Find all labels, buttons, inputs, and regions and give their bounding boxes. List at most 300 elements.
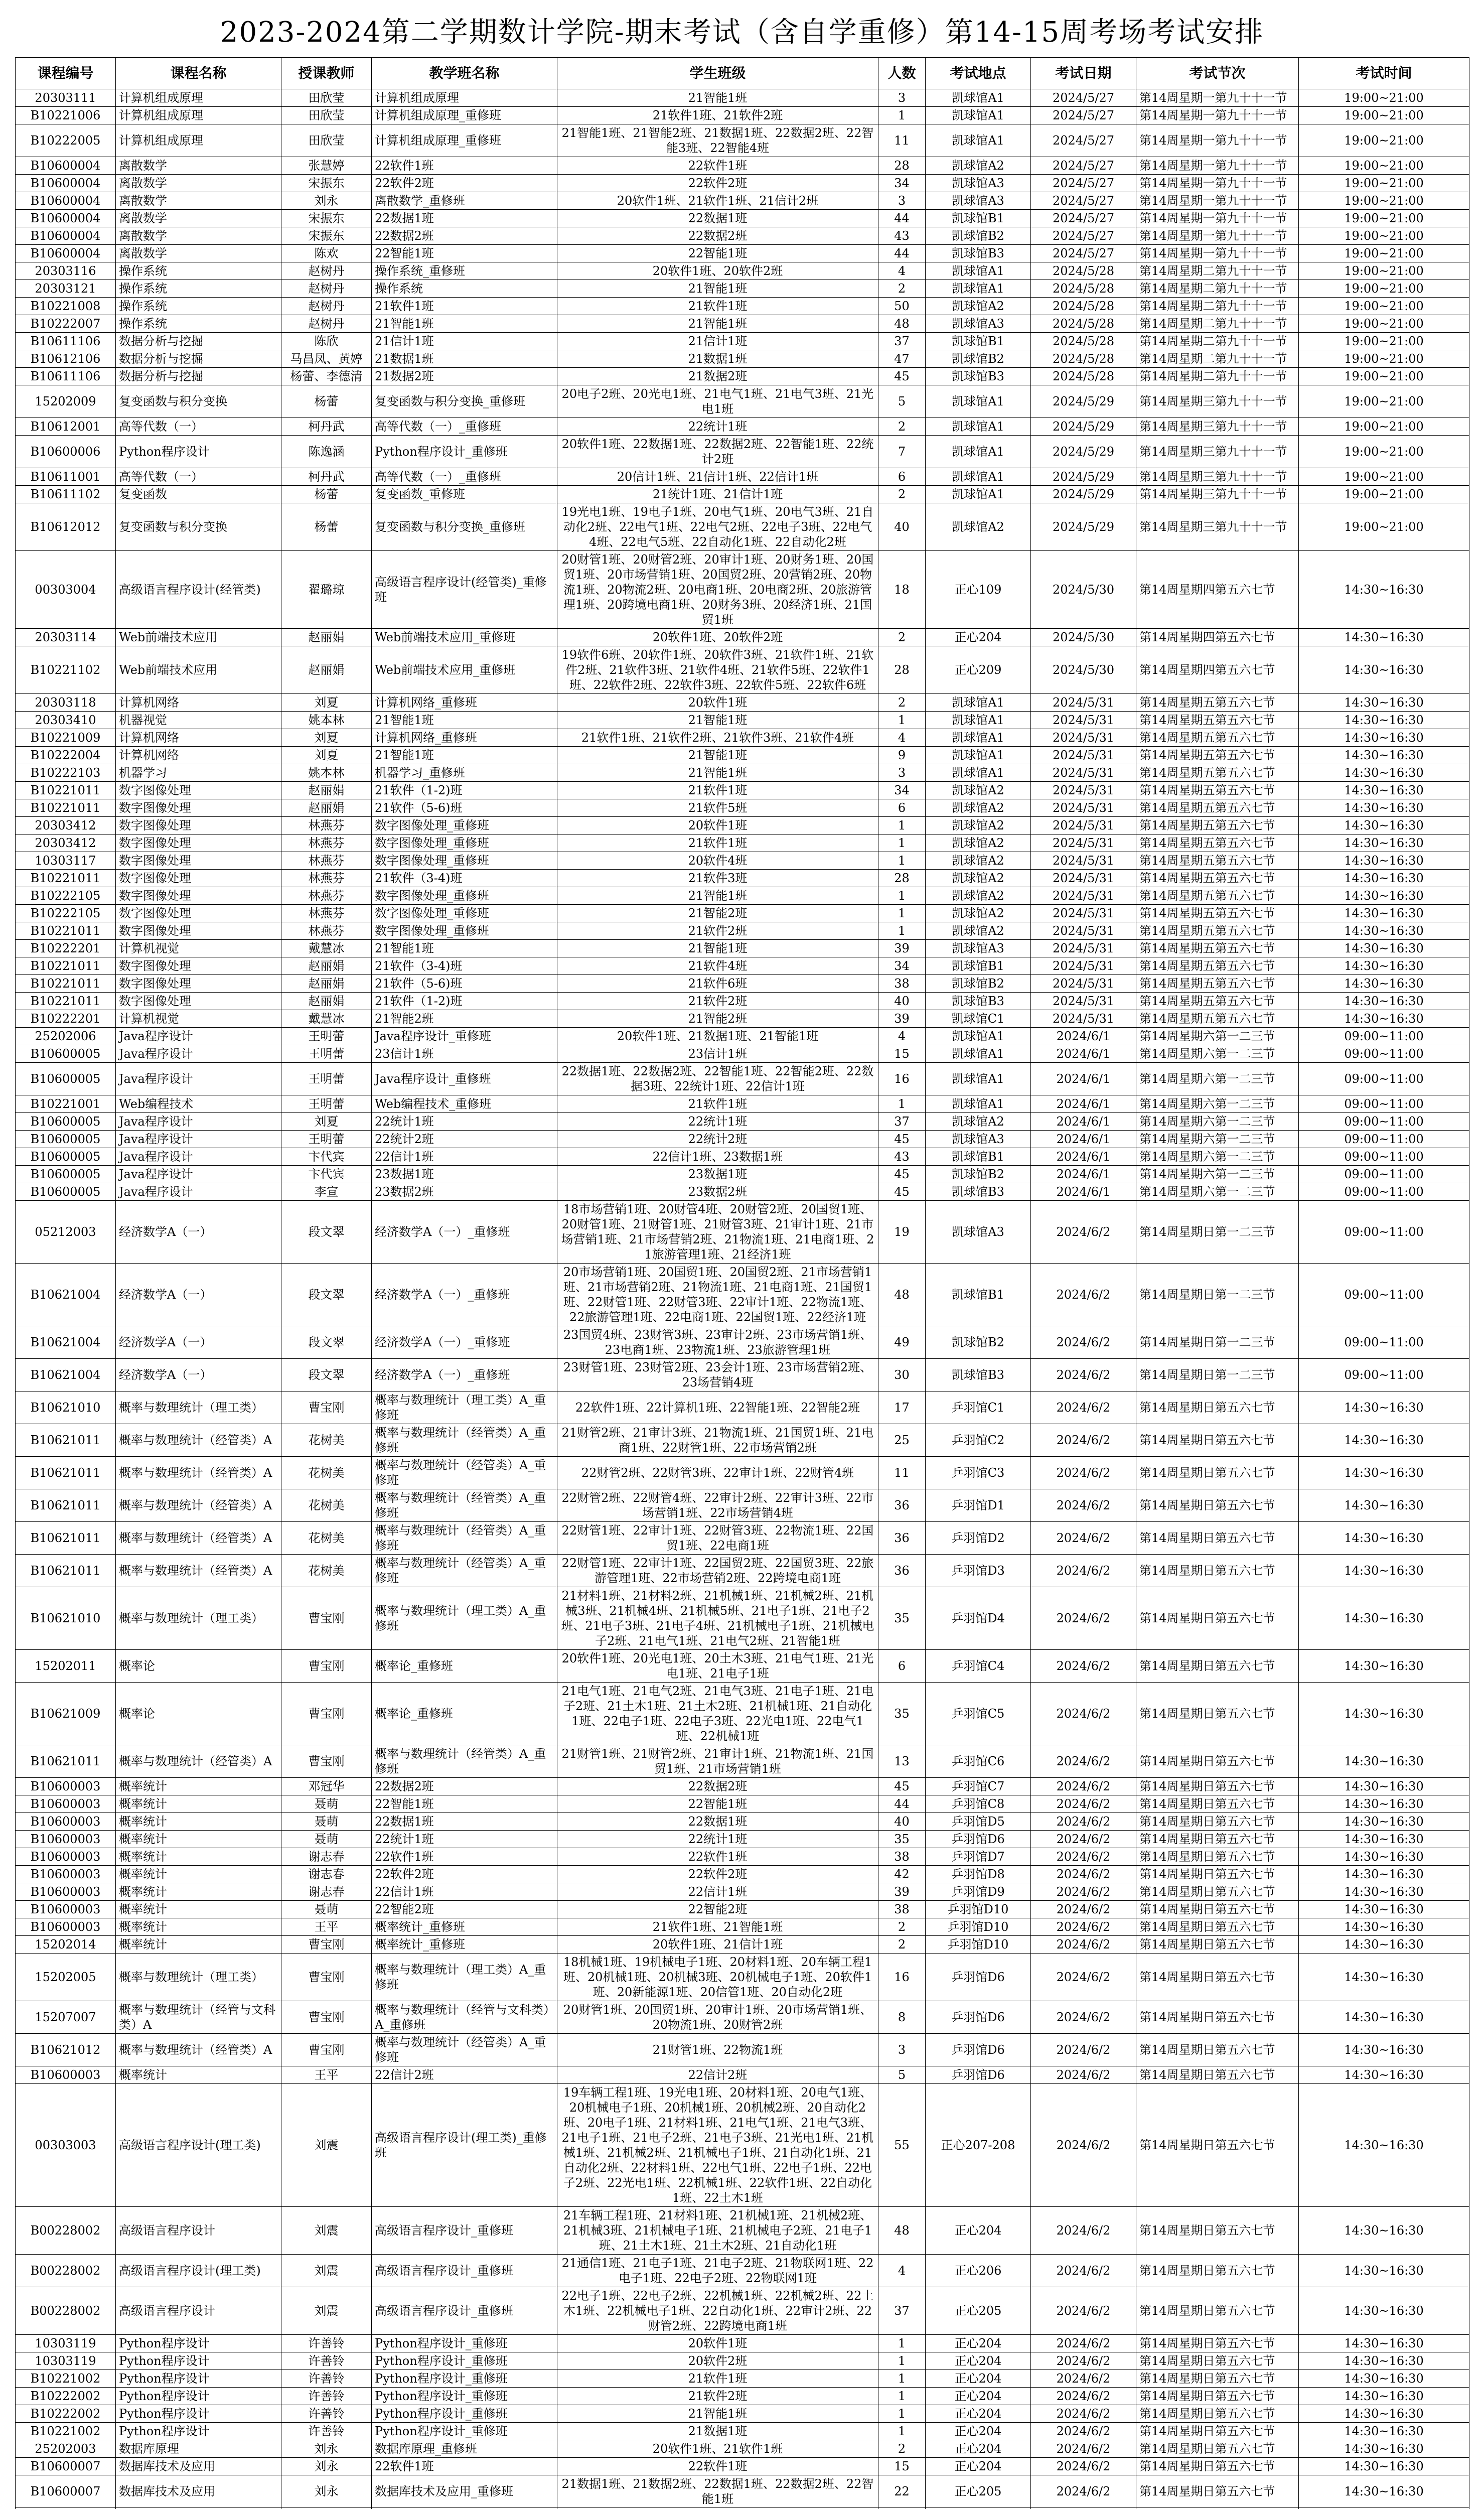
- cell-exam-room: 凯球馆A1: [926, 486, 1031, 503]
- cell-teacher: 林燕芬: [281, 905, 372, 922]
- cell-exam-date: 2024/5/29: [1031, 468, 1136, 486]
- cell-class-name: Java程序设计_重修班: [372, 1063, 557, 1095]
- table-row: [16, 1424, 1469, 1457]
- cell-course-name: Python程序设计: [116, 436, 281, 468]
- cell-course-name: 经济数学A（一）: [116, 1201, 281, 1264]
- cell-teacher: 刘永: [281, 2475, 372, 2508]
- cell-class-name: Python程序设计_重修班: [372, 2405, 557, 2423]
- cell-exam-period: 第14周星期五第五六七节: [1136, 747, 1299, 764]
- cell-class-name: 22软件2班: [372, 175, 557, 192]
- cell-class-name: 概率论_重修班: [372, 1650, 557, 1683]
- cell-class-name: 复变函数与积分变换_重修班: [372, 385, 557, 418]
- cell-exam-time: 19:00~21:00: [1299, 227, 1469, 245]
- cell-exam-time: 14:30~16:30: [1299, 1831, 1469, 1848]
- cell-exam-room: 正心206: [926, 2255, 1031, 2287]
- cell-student-classes: 21软件6班: [557, 975, 878, 993]
- cell-count: 8: [878, 2001, 926, 2034]
- cell-teacher: 陈逸涵: [281, 436, 372, 468]
- cell-count: 40: [878, 993, 926, 1010]
- table-row: [16, 922, 1469, 940]
- cell-course-name: 复变函数: [116, 486, 281, 503]
- cell-class-name: Web编程技术_重修班: [372, 1095, 557, 1113]
- table-row: [16, 1778, 1469, 1795]
- cell-exam-date: 2024/5/29: [1031, 385, 1136, 418]
- cell-exam-room: 凯球馆A3: [926, 1201, 1031, 1264]
- cell-exam-date: 2024/5/29: [1031, 418, 1136, 436]
- table-row: [16, 694, 1469, 712]
- cell-student-classes: 20软件1班: [557, 2335, 878, 2352]
- cell-teacher: 刘震: [281, 2207, 372, 2255]
- cell-exam-room: 凯球馆A1: [926, 1095, 1031, 1113]
- cell-exam-time: 14:30~16:30: [1299, 1745, 1469, 1778]
- cell-course-code: B10600004: [16, 175, 116, 192]
- cell-exam-room: 乒羽馆D10: [926, 1901, 1031, 1918]
- cell-count: 45: [878, 368, 926, 385]
- cell-teacher: 王明蕾: [281, 1028, 372, 1045]
- cell-exam-time: 09:00~11:00: [1299, 1264, 1469, 1326]
- cell-exam-date: 2024/5/29: [1031, 486, 1136, 503]
- cell-class-name: 21软件（1-2)班: [372, 993, 557, 1010]
- cell-exam-time: 14:30~16:30: [1299, 2475, 1469, 2508]
- cell-count: 38: [878, 975, 926, 993]
- cell-course-name: 离散数学: [116, 210, 281, 227]
- cell-course-code: B10611106: [16, 333, 116, 350]
- cell-class-name: 数据库原理_重修班: [372, 2440, 557, 2458]
- cell-course-code: 10303119: [16, 2335, 116, 2352]
- cell-exam-time: 19:00~21:00: [1299, 486, 1469, 503]
- cell-exam-time: 19:00~21:00: [1299, 89, 1469, 107]
- cell-exam-room: 凯球馆A2: [926, 852, 1031, 870]
- cell-course-code: B10600005: [16, 1045, 116, 1063]
- cell-count: 36: [878, 1555, 926, 1587]
- cell-exam-room: 凯球馆B3: [926, 993, 1031, 1010]
- cell-class-name: Web前端技术应用_重修班: [372, 629, 557, 646]
- cell-exam-room: 凯球馆A1: [926, 124, 1031, 157]
- cell-course-code: B10600005: [16, 1063, 116, 1095]
- exam-schedule-table: [15, 57, 1469, 2509]
- cell-student-classes: 21智能2班: [557, 1010, 878, 1028]
- cell-exam-date: 2024/5/28: [1031, 315, 1136, 333]
- cell-teacher: 赵丽娟: [281, 975, 372, 993]
- cell-exam-room: 乒羽馆D2: [926, 1522, 1031, 1555]
- cell-course-code: B10611102: [16, 486, 116, 503]
- cell-exam-date: 2024/6/2: [1031, 2458, 1136, 2475]
- cell-exam-period: 第14周星期日第五六七节: [1136, 1489, 1299, 1522]
- cell-exam-room: 乒羽馆D8: [926, 1866, 1031, 1883]
- cell-exam-period: 第14周星期五第五六七节: [1136, 712, 1299, 729]
- cell-exam-period: 第14周星期日第五六七节: [1136, 1795, 1299, 1813]
- cell-exam-time: 14:30~16:30: [1299, 940, 1469, 957]
- cell-exam-room: 凯球馆A2: [926, 905, 1031, 922]
- cell-exam-period: 第14周星期日第五六七节: [1136, 1778, 1299, 1795]
- cell-course-name: 数字图像处理: [116, 799, 281, 817]
- cell-course-code: B10612001: [16, 418, 116, 436]
- cell-exam-time: 19:00~21:00: [1299, 385, 1469, 418]
- cell-class-name: Python程序设计_重修班: [372, 2370, 557, 2388]
- cell-exam-date: 2024/6/2: [1031, 2405, 1136, 2423]
- table-row: [16, 280, 1469, 298]
- cell-student-classes: 20财管1班、20国贸1班、20审计1班、20市场营销1班、20物流1班、20财管2班: [557, 2001, 878, 2034]
- cell-course-code: B10221011: [16, 957, 116, 975]
- cell-teacher: 聂萌: [281, 1901, 372, 1918]
- cell-teacher: 戴慧冰: [281, 940, 372, 957]
- cell-exam-room: 乒羽馆D5: [926, 1813, 1031, 1831]
- cell-exam-date: 2024/5/31: [1031, 729, 1136, 747]
- table-row: [16, 2066, 1469, 2084]
- cell-count: 25: [878, 1424, 926, 1457]
- cell-student-classes: 21智能1班: [557, 315, 878, 333]
- cell-course-name: 数字图像处理: [116, 957, 281, 975]
- cell-teacher: 田欣莹: [281, 107, 372, 124]
- cell-exam-period: 第14周星期日第五六七节: [1136, 2255, 1299, 2287]
- cell-course-name: 高等代数（一）: [116, 418, 281, 436]
- cell-course-name: 计算机组成原理: [116, 124, 281, 157]
- cell-count: 6: [878, 468, 926, 486]
- cell-teacher: 刘夏: [281, 729, 372, 747]
- cell-course-code: B10221011: [16, 993, 116, 1010]
- cell-count: 28: [878, 870, 926, 887]
- cell-exam-room: 正心204: [926, 629, 1031, 646]
- cell-class-name: 计算机组成原理_重修班: [372, 124, 557, 157]
- cell-teacher: 田欣莹: [281, 124, 372, 157]
- cell-class-name: Python程序设计_重修班: [372, 436, 557, 468]
- cell-course-code: B10222201: [16, 940, 116, 957]
- table-row: [16, 1113, 1469, 1131]
- cell-teacher: 段文翠: [281, 1264, 372, 1326]
- cell-student-classes: 20软件1班、21软件1班: [557, 2440, 878, 2458]
- cell-course-code: B10600007: [16, 2458, 116, 2475]
- cell-exam-time: 19:00~21:00: [1299, 333, 1469, 350]
- cell-count: 48: [878, 2207, 926, 2255]
- cell-exam-room: 凯球馆A1: [926, 107, 1031, 124]
- cell-exam-date: 2024/6/2: [1031, 1555, 1136, 1587]
- cell-teacher: 王明蕾: [281, 1095, 372, 1113]
- cell-class-name: 22智能2班: [372, 1901, 557, 1918]
- cell-count: 49: [878, 1326, 926, 1359]
- cell-class-name: Web前端技术应用_重修班: [372, 646, 557, 694]
- cell-exam-time: 19:00~21:00: [1299, 436, 1469, 468]
- cell-exam-date: 2024/5/31: [1031, 712, 1136, 729]
- cell-exam-room: 正心209: [926, 646, 1031, 694]
- cell-exam-period: 第14周星期日第五六七节: [1136, 2440, 1299, 2458]
- cell-class-name: 22软件2班: [372, 1866, 557, 1883]
- cell-exam-room: 凯球馆A2: [926, 782, 1031, 799]
- cell-course-code: 20303111: [16, 89, 116, 107]
- cell-exam-date: 2024/5/27: [1031, 157, 1136, 175]
- cell-count: 1: [878, 107, 926, 124]
- cell-count: 48: [878, 1264, 926, 1326]
- cell-student-classes: 22信计1班: [557, 1883, 878, 1901]
- cell-course-code: B10221011: [16, 870, 116, 887]
- cell-exam-date: 2024/5/28: [1031, 333, 1136, 350]
- cell-course-name: 概率与数理统计（理工类）: [116, 1954, 281, 2001]
- cell-course-name: 数字图像处理: [116, 870, 281, 887]
- cell-exam-room: 凯球馆A1: [926, 764, 1031, 782]
- cell-exam-date: 2024/6/2: [1031, 1831, 1136, 1848]
- cell-exam-time: 19:00~21:00: [1299, 368, 1469, 385]
- table-row: [16, 1489, 1469, 1522]
- cell-exam-period: 第14周星期五第五六七节: [1136, 975, 1299, 993]
- cell-exam-date: 2024/6/2: [1031, 1201, 1136, 1264]
- cell-course-code: B10621011: [16, 1522, 116, 1555]
- table-row: [16, 1831, 1469, 1848]
- cell-teacher: 段文翠: [281, 1201, 372, 1264]
- cell-course-code: B10621004: [16, 1326, 116, 1359]
- cell-class-name: 概率与数理统计（经管类）A_重修班: [372, 1522, 557, 1555]
- cell-class-name: 计算机网络_重修班: [372, 729, 557, 747]
- cell-course-code: B10222201: [16, 1010, 116, 1028]
- cell-exam-time: 14:30~16:30: [1299, 905, 1469, 922]
- cell-count: 50: [878, 298, 926, 315]
- cell-teacher: 段文翠: [281, 1326, 372, 1359]
- cell-student-classes: 21软件1班: [557, 834, 878, 852]
- cell-teacher: 赵树丹: [281, 315, 372, 333]
- cell-course-code: B10600004: [16, 192, 116, 210]
- cell-exam-date: 2024/6/1: [1031, 1183, 1136, 1201]
- cell-exam-date: 2024/6/2: [1031, 1813, 1136, 1831]
- cell-teacher: 刘震: [281, 2255, 372, 2287]
- cell-exam-room: 凯球馆B3: [926, 1183, 1031, 1201]
- cell-teacher: 杨蕾、李德清: [281, 368, 372, 385]
- table-row: [16, 1095, 1469, 1113]
- cell-teacher: 刘震: [281, 2084, 372, 2207]
- cell-teacher: 王平: [281, 1918, 372, 1936]
- cell-class-name: 概率与数理统计（经管类）A_重修班: [372, 1457, 557, 1489]
- cell-student-classes: 20软件1班、21软件1班、21信计2班: [557, 192, 878, 210]
- cell-course-name: 概率与数理统计（经管类）A: [116, 1745, 281, 1778]
- cell-course-name: Python程序设计: [116, 2352, 281, 2370]
- cell-course-name: 数字图像处理: [116, 887, 281, 905]
- cell-exam-time: 19:00~21:00: [1299, 157, 1469, 175]
- cell-class-name: 数字图像处理_重修班: [372, 852, 557, 870]
- cell-student-classes: 22信计2班: [557, 2066, 878, 2084]
- cell-course-code: B10621010: [16, 1587, 116, 1650]
- cell-exam-time: 14:30~16:30: [1299, 1650, 1469, 1683]
- cell-teacher: 花树美: [281, 1522, 372, 1555]
- cell-class-name: 高等代数（一）_重修班: [372, 418, 557, 436]
- cell-course-name: 高级语言程序设计(理工类): [116, 2084, 281, 2207]
- table-row: [16, 747, 1469, 764]
- table-row: [16, 468, 1469, 486]
- table-row: [16, 1522, 1469, 1555]
- cell-exam-time: 14:30~16:30: [1299, 2388, 1469, 2405]
- cell-course-code: B10621011: [16, 1457, 116, 1489]
- cell-course-name: 概率统计: [116, 1918, 281, 1936]
- cell-teacher: 李宣: [281, 1183, 372, 1201]
- cell-class-name: 计算机组成原理_重修班: [372, 107, 557, 124]
- cell-exam-date: 2024/5/31: [1031, 905, 1136, 922]
- cell-exam-date: 2024/5/28: [1031, 350, 1136, 368]
- cell-course-code: B10221009: [16, 729, 116, 747]
- cell-course-name: 数据库技术及应用: [116, 2475, 281, 2508]
- cell-count: 40: [878, 1813, 926, 1831]
- cell-teacher: 许善铃: [281, 2352, 372, 2370]
- cell-exam-room: 凯球馆A2: [926, 157, 1031, 175]
- cell-course-name: 高级语言程序设计: [116, 2207, 281, 2255]
- table-row: [16, 245, 1469, 262]
- cell-course-name: 数字图像处理: [116, 782, 281, 799]
- cell-exam-date: 2024/6/2: [1031, 2287, 1136, 2335]
- cell-exam-period: 第14周星期日第五六七节: [1136, 1936, 1299, 1954]
- cell-course-code: B10612012: [16, 503, 116, 551]
- table-row: [16, 503, 1469, 551]
- cell-course-name: 经济数学A（一）: [116, 1359, 281, 1391]
- cell-course-name: 数据分析与挖掘: [116, 333, 281, 350]
- cell-student-classes: 21智能1班、21智能2班、21数据1班、22数据2班、22智能3班、22智能4班: [557, 124, 878, 157]
- cell-course-code: 20303116: [16, 262, 116, 280]
- cell-course-name: 计算机视觉: [116, 940, 281, 957]
- cell-exam-room: 乒羽馆D6: [926, 1831, 1031, 1848]
- cell-exam-room: 凯球馆B2: [926, 1326, 1031, 1359]
- cell-exam-period: 第14周星期日第五六七节: [1136, 1683, 1299, 1745]
- cell-student-classes: 23信计1班: [557, 1045, 878, 1063]
- cell-teacher: 刘震: [281, 2287, 372, 2335]
- cell-class-name: 概率统计_重修班: [372, 1918, 557, 1936]
- cell-class-name: 22统计1班: [372, 1831, 557, 1848]
- table-row: [16, 2405, 1469, 2423]
- cell-course-name: 概率统计: [116, 1866, 281, 1883]
- cell-exam-time: 09:00~11:00: [1299, 1166, 1469, 1183]
- cell-student-classes: 21财管2班、21审计3班、21物流1班、21国贸1班、21电商1班、22财管1班、22市场营销2班: [557, 1424, 878, 1457]
- cell-teacher: 刘永: [281, 192, 372, 210]
- cell-course-name: 数字图像处理: [116, 905, 281, 922]
- cell-exam-room: 凯球馆A1: [926, 385, 1031, 418]
- table-row: [16, 1201, 1469, 1264]
- cell-student-classes: 21智能1班: [557, 940, 878, 957]
- cell-exam-period: 第14周星期日第五六七节: [1136, 2335, 1299, 2352]
- cell-course-name: 概率统计: [116, 1795, 281, 1813]
- cell-class-name: 21软件（3-4)班: [372, 870, 557, 887]
- cell-count: 6: [878, 799, 926, 817]
- cell-exam-period: 第14周星期四第五六七节: [1136, 551, 1299, 629]
- cell-student-classes: 22财管1班、22审计1班、22国贸2班、22国贸3班、22旅游管理1班、22市场营销2班、22跨境电商1班: [557, 1555, 878, 1587]
- cell-course-code: 10303117: [16, 852, 116, 870]
- cell-count: 11: [878, 124, 926, 157]
- cell-count: 16: [878, 1954, 926, 2001]
- cell-class-name: 复变函数_重修班: [372, 486, 557, 503]
- cell-exam-room: 正心204: [926, 2352, 1031, 2370]
- cell-exam-time: 14:30~16:30: [1299, 2001, 1469, 2034]
- cell-student-classes: 22电子1班、22电子2班、22机械1班、22机械2班、22土木1班、22机械电子1班、22自动化1班、22审计2班、22财管2班、22跨境电商1班: [557, 2287, 878, 2335]
- cell-student-classes: 21智能2班: [557, 905, 878, 922]
- cell-class-name: 计算机组成原理: [372, 89, 557, 107]
- cell-class-name: 21智能1班: [372, 315, 557, 333]
- table-row: [16, 2001, 1469, 2034]
- cell-class-name: 概率与数理统计（经管类）A_重修班: [372, 2034, 557, 2066]
- cell-student-classes: 20软件1班、22数据1班、22数据2班、22智能1班、22统计2班: [557, 436, 878, 468]
- cell-exam-period: 第14周星期一第九十十一节: [1136, 89, 1299, 107]
- cell-teacher: 刘夏: [281, 747, 372, 764]
- cell-exam-date: 2024/5/31: [1031, 817, 1136, 834]
- cell-class-name: 机器学习_重修班: [372, 764, 557, 782]
- cell-count: 1: [878, 2335, 926, 2352]
- cell-exam-period: 第14周星期五第五六七节: [1136, 957, 1299, 975]
- cell-course-name: 概率与数理统计（经管类）A: [116, 1457, 281, 1489]
- cell-exam-date: 2024/6/2: [1031, 2388, 1136, 2405]
- cell-course-code: B00228002: [16, 2287, 116, 2335]
- cell-exam-time: 14:30~16:30: [1299, 993, 1469, 1010]
- cell-exam-period: 第14周星期五第五六七节: [1136, 764, 1299, 782]
- cell-teacher: 陈欢: [281, 245, 372, 262]
- cell-student-classes: 21智能1班: [557, 712, 878, 729]
- cell-count: 45: [878, 1183, 926, 1201]
- table-row: [16, 124, 1469, 157]
- cell-exam-time: 14:30~16:30: [1299, 852, 1469, 870]
- cell-count: 9: [878, 747, 926, 764]
- cell-exam-date: 2024/6/2: [1031, 2352, 1136, 2370]
- cell-course-code: 20303121: [16, 280, 116, 298]
- cell-class-name: 22数据1班: [372, 1813, 557, 1831]
- cell-course-name: 经济数学A（一）: [116, 1326, 281, 1359]
- cell-student-classes: 21智能1班: [557, 764, 878, 782]
- cell-class-name: 21软件（5-6)班: [372, 799, 557, 817]
- cell-course-name: Python程序设计: [116, 2423, 281, 2440]
- cell-exam-date: 2024/5/31: [1031, 870, 1136, 887]
- cell-course-name: 计算机网络: [116, 729, 281, 747]
- table-row: [16, 2440, 1469, 2458]
- cell-class-name: 离散数学_重修班: [372, 192, 557, 210]
- cell-course-code: B10600005: [16, 1131, 116, 1148]
- cell-teacher: 王平: [281, 2066, 372, 2084]
- cell-class-name: Python程序设计_重修班: [372, 2335, 557, 2352]
- cell-exam-room: 正心204: [926, 2370, 1031, 2388]
- cell-exam-room: 凯球馆A1: [926, 418, 1031, 436]
- cell-course-code: B10221002: [16, 2370, 116, 2388]
- cell-teacher: 刘永: [281, 2440, 372, 2458]
- cell-exam-date: 2024/5/28: [1031, 368, 1136, 385]
- cell-exam-room: 正心205: [926, 2475, 1031, 2508]
- cell-exam-time: 14:30~16:30: [1299, 2458, 1469, 2475]
- cell-count: 34: [878, 782, 926, 799]
- cell-exam-period: 第14周星期五第五六七节: [1136, 852, 1299, 870]
- cell-course-code: B10222007: [16, 315, 116, 333]
- cell-count: 1: [878, 2388, 926, 2405]
- cell-teacher: 卞代宾: [281, 1148, 372, 1166]
- cell-course-code: B10221002: [16, 2423, 116, 2440]
- cell-course-code: B10221011: [16, 975, 116, 993]
- cell-course-name: 概率统计: [116, 1778, 281, 1795]
- cell-student-classes: 21软件1班: [557, 298, 878, 315]
- table-row: [16, 227, 1469, 245]
- cell-class-name: 数据库技术及应用_重修班: [372, 2475, 557, 2508]
- table-row: [16, 1883, 1469, 1901]
- cell-exam-period: 第14周星期一第九十十一节: [1136, 157, 1299, 175]
- cell-exam-date: 2024/6/2: [1031, 1457, 1136, 1489]
- cell-course-name: 高级语言程序设计: [116, 2287, 281, 2335]
- cell-teacher: 赵树丹: [281, 262, 372, 280]
- cell-exam-room: 凯球馆A3: [926, 940, 1031, 957]
- cell-course-code: B10222005: [16, 124, 116, 157]
- cell-exam-time: 09:00~11:00: [1299, 1326, 1469, 1359]
- cell-exam-date: 2024/5/28: [1031, 262, 1136, 280]
- cell-course-code: B10600003: [16, 1778, 116, 1795]
- cell-exam-period: 第14周星期日第五六七节: [1136, 2066, 1299, 2084]
- cell-class-name: 22软件1班: [372, 1848, 557, 1866]
- cell-exam-period: 第14周星期日第五六七节: [1136, 2388, 1299, 2405]
- cell-teacher: 杨蕾: [281, 503, 372, 551]
- cell-exam-time: 14:30~16:30: [1299, 629, 1469, 646]
- cell-course-code: B10222002: [16, 2405, 116, 2423]
- cell-student-classes: 22数据1班: [557, 1813, 878, 1831]
- table-row: [16, 175, 1469, 192]
- cell-exam-time: 19:00~21:00: [1299, 503, 1469, 551]
- cell-exam-period: 第14周星期二第九十十一节: [1136, 315, 1299, 333]
- cell-class-name: 经济数学A（一）_重修班: [372, 1359, 557, 1391]
- cell-student-classes: 21财管1班、21财管2班、21审计1班、21物流1班、21国贸1班、21市场营销1班: [557, 1745, 878, 1778]
- cell-exam-time: 19:00~21:00: [1299, 262, 1469, 280]
- cell-exam-period: 第14周星期五第五六七节: [1136, 834, 1299, 852]
- cell-course-code: B10600003: [16, 1813, 116, 1831]
